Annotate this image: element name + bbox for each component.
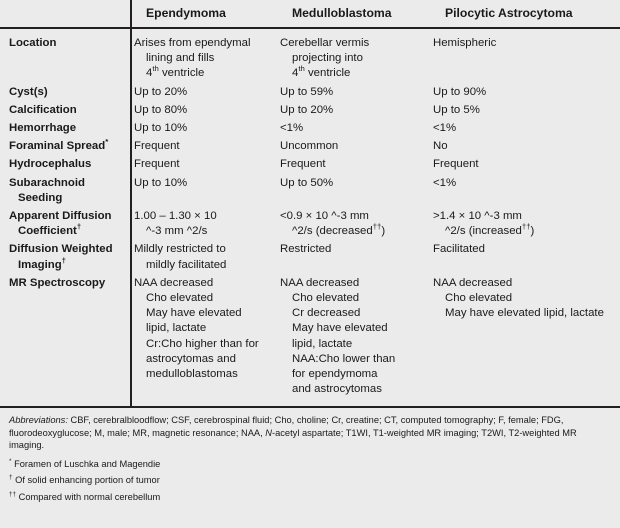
footnote-list [9,458,611,503]
row-label: MR Spectroscopy [9,276,106,289]
header-cell-pilocytic-astrocytoma: Pilocytic Astrocytoma [445,5,573,20]
footnote-marker: †† [9,490,17,498]
cell-pilocytic-astrocytoma: Up to 90% [433,85,487,98]
table-header-row [0,0,620,27]
table-row [0,36,620,82]
cell-medulloblastoma: Cerebellar vermis projecting into 4th ventricle [280,37,370,80]
footnote-marker: * [9,457,12,465]
table-row [0,121,620,136]
footnote-item [9,458,611,470]
cell-pilocytic-astrocytoma: Up to 5% [433,103,480,116]
row-label: Foraminal Spread* [9,137,109,153]
footnote-item [9,491,611,503]
abbreviations-italic-n: N [265,427,273,438]
row-label: Cyst(s) [9,85,48,98]
row-label: Diffusion Weighted Imaging† [9,243,113,271]
cell-ependymoma: Up to 80% [134,103,188,116]
cell-medulloblastoma: NAA decreased Cho elevated Cr decreased May have elevated lipid, lactate NAA:Cho lower than for ependymoma and astrocytomas [280,276,396,396]
cell-ependymoma: Frequent [134,140,180,153]
cell-ependymoma: Arises from ependymal lining and fills 4th ventricle [134,37,251,80]
cell-pilocytic-astrocytoma: <1% [433,122,457,135]
table-row [0,276,620,398]
cell-ependymoma: Frequent [134,158,180,171]
table-body [0,29,620,406]
cell-medulloblastoma: Uncommon [280,140,339,153]
table-row [0,157,620,172]
table-row [0,176,620,206]
footnote-text: Foramen of Luschka and Magendie [14,458,161,469]
cell-pilocytic-astrocytoma: NAA decreased Cho elevated May have elevated lipid, lactate [433,276,604,320]
row-label: Hydrocephalus [9,158,92,171]
cell-ependymoma: Mildly restricted to mildly facilitated [134,243,227,271]
table-row [0,209,620,239]
cell-pilocytic-astrocytoma: Frequent [433,158,479,171]
column-divider [130,0,132,408]
cell-medulloblastoma: <1% [280,122,304,135]
footnote-text: Compared with normal cerebellum [18,491,161,502]
cell-medulloblastoma: Frequent [280,158,326,171]
cell-medulloblastoma: Up to 59% [280,85,334,98]
footnote-text: Of solid enhancing portion of tumor [15,475,160,486]
cell-pilocytic-astrocytoma: No [433,140,448,153]
row-label: Apparent Diffusion Coefficient† [9,210,112,238]
table-row [0,242,620,272]
header-cell-ependymoma: Ependymoma [146,5,226,20]
cell-ependymoma: Up to 20% [134,85,188,98]
table-row [0,85,620,100]
abbreviations-label: Abbreviations: [9,415,68,426]
row-label: Calcification [9,103,77,116]
table-row [0,103,620,118]
footnote-item [9,474,611,486]
abbreviations-text-continued: -acetyl aspartate; T1WI, T1-weighted MR imaging; T2WI, T2-weighted MR imaging. [9,427,577,451]
cell-ependymoma: Up to 10% [134,176,188,189]
footnotes-section [0,408,620,502]
table-row [0,139,620,154]
row-label: Subarachnoid Seeding [9,176,85,204]
footnote-marker: † [9,474,13,481]
row-label: Location [9,37,57,49]
abbreviations-text: CBF, cerebralbloodflow; CSF, cerebrospinal fluid; Cho, choline; Cr, creatine; CT, computed tomography; F, female; FDG, fluorodeoxyglucose; M, male; MR, magnetic resonance; NAA, [9,415,564,438]
cell-pilocytic-astrocytoma: <1% [433,176,457,189]
cell-pilocytic-astrocytoma: Hemispheric [433,37,497,49]
cell-medulloblastoma: <0.9 × 10 ^-3 mm ^2/s (decreased††) [280,210,386,238]
cell-ependymoma: Up to 10% [134,122,188,135]
cell-ependymoma: 1.00 – 1.30 × 10 ^-3 mm ^2/s [134,210,217,238]
cell-medulloblastoma: Restricted [280,243,332,256]
cell-medulloblastoma: Up to 50% [280,176,334,189]
cell-pilocytic-astrocytoma: >1.4 × 10 ^-3 mm ^2/s (increased††) [433,210,535,238]
header-cell-medulloblastoma: Medulloblastoma [292,5,392,20]
abbreviations-note [9,414,611,451]
cell-medulloblastoma: Up to 20% [280,103,334,116]
row-label: Hemorrhage [9,122,77,135]
cell-pilocytic-astrocytoma: Facilitated [433,243,485,256]
cell-ependymoma: NAA decreased Cho elevated May have elevated lipid, lactate Cr:Cho higher than for astrocytomas and medulloblastomas [134,276,259,381]
